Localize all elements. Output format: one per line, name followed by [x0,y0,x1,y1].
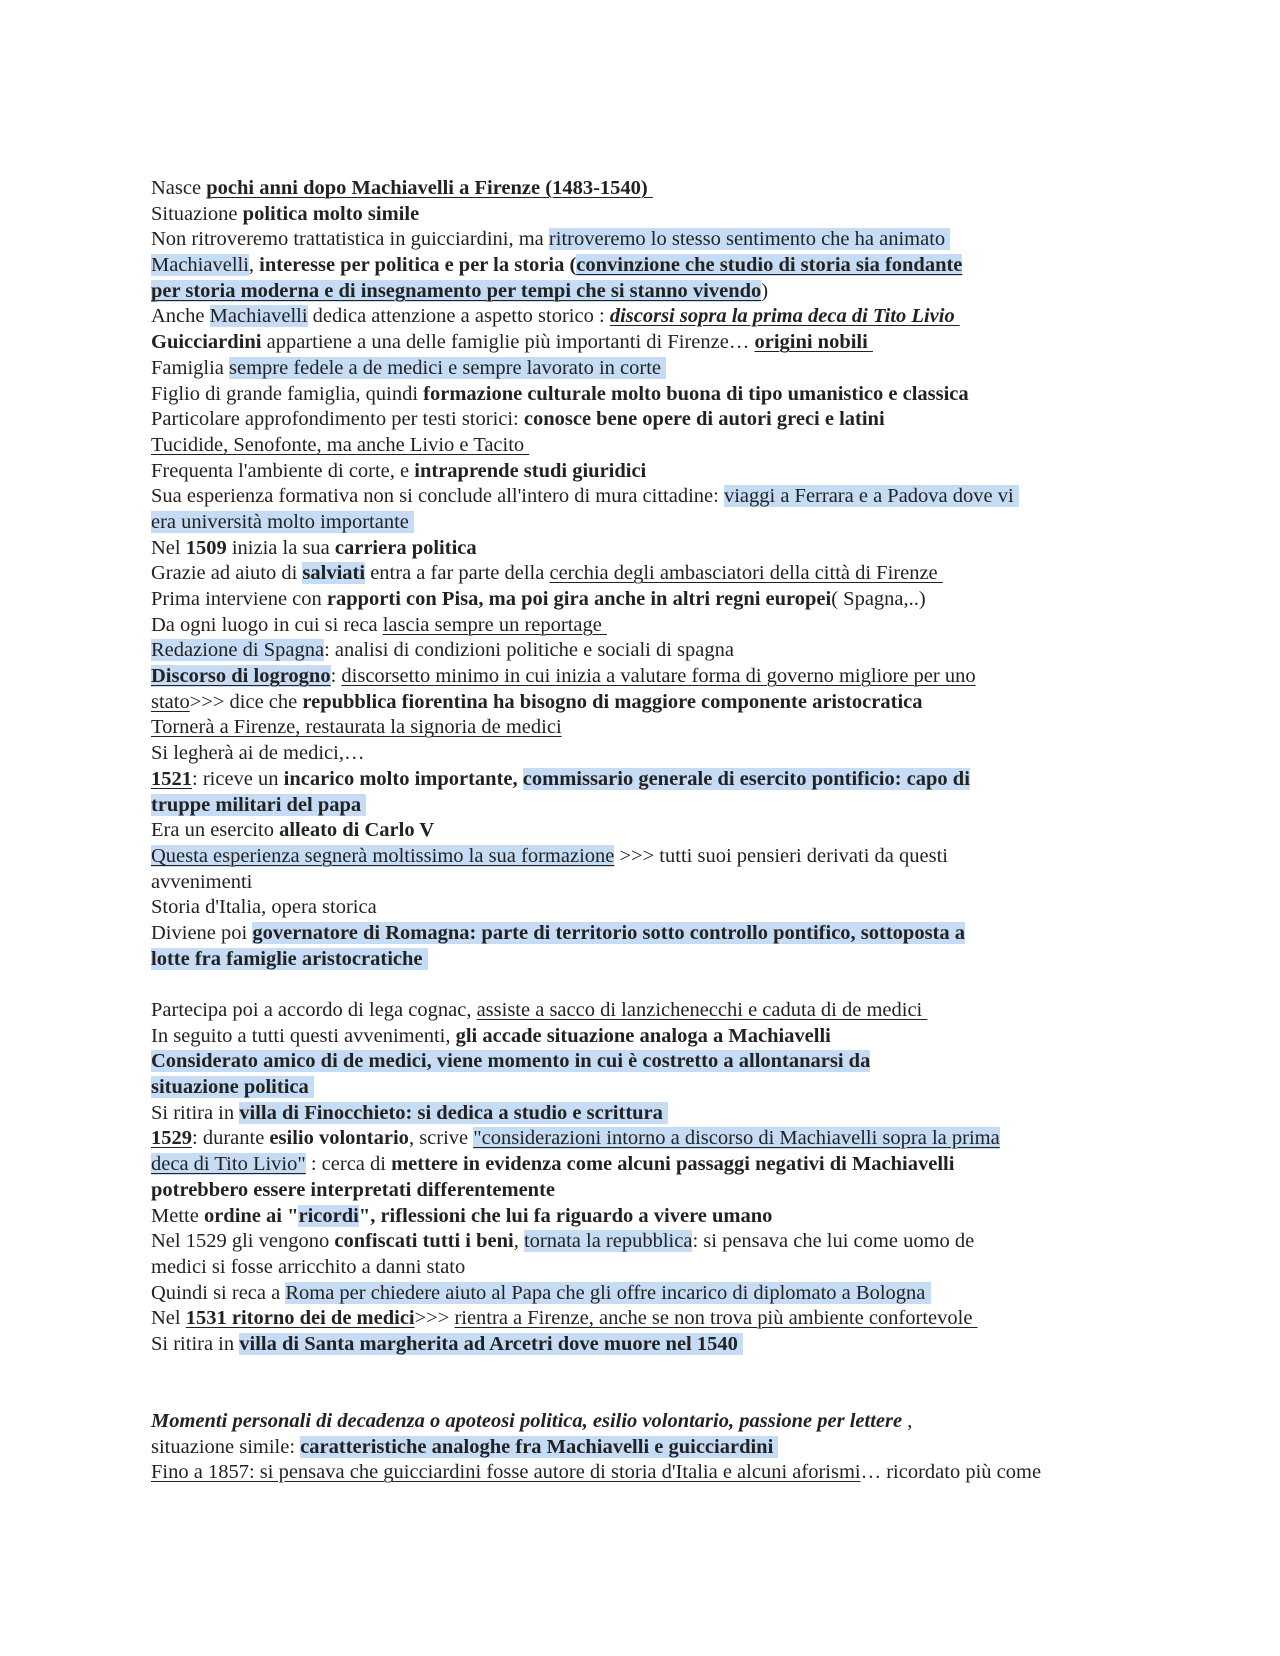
text-run: Era un esercito [151,819,280,842]
text-line [151,715,1131,741]
text-line [151,664,1131,690]
text-line [151,587,1131,613]
text-run: pochi anni dopo Machiavelli a Firenze (1483-1540) [206,177,653,199]
text-run: Nel [151,536,186,559]
text-line [151,870,1131,896]
text-run: alleato di Carlo V [279,819,435,842]
text-run: convinzione che studio di storia sia fondante [576,254,963,277]
text-line [151,561,1131,587]
text-run: : cerca di [305,1153,392,1176]
text-run: : durante [192,1127,270,1150]
text-run: stato [151,690,190,713]
text-run: … ricordato più come [860,1461,1042,1484]
text-run: commissario generale di esercito pontificio: capo di [522,767,970,790]
text-run: 1509 [185,536,227,559]
text-run: Nasce [151,177,207,199]
text-line [151,947,1131,973]
text-run: Discorso di logrogno [151,665,331,688]
text-line [151,638,1131,664]
text-run: Tucidide, Senofonte, ma anche Livio e Tacito [151,433,530,456]
text-line [151,613,1131,639]
text-line [151,998,1131,1024]
text-run: ( [564,254,577,277]
blank-line [151,1358,1131,1384]
text-run: villa di Santa margherita ad Arcetri dove muore nel 1540 [239,1332,743,1355]
text-run: era università molto importante [151,510,415,533]
text-line [151,1255,1131,1281]
text-run: formazione culturale molto buona di tipo umanistico e classica [423,382,969,405]
text-run: dedica attenzione a aspetto storico : [307,305,610,328]
text-run: confiscati tutti i beni [334,1230,514,1253]
text-run: Nel 1529 gli vengono [151,1230,335,1253]
text-line [151,202,1131,228]
text-line [151,1306,1131,1332]
text-run: viaggi a Ferrara e a Padova dove vi [723,485,1019,508]
text-run: avvenimenti [151,870,253,893]
text-run: , [513,1230,524,1253]
text-line [151,1178,1131,1204]
text-line [151,1204,1131,1230]
text-run: mettere in evidenza come alcuni passaggi negativi di Machiavelli [391,1153,955,1176]
text-run: : riceve un [192,767,284,790]
text-run: entra a far parte della [365,562,550,585]
text-run: sempre fedele a de medici e sempre lavorato in corte [229,356,667,379]
text-run: Sua esperienza formativa non si conclude all'intero di mura cittadine: [151,485,724,508]
text-run: Quindi si reca a [151,1281,286,1304]
text-run: politica molto simile [242,202,420,225]
text-run: 1521 [151,767,192,790]
text-run: esilio volontario [269,1127,409,1150]
text-run: Si ritira in [151,1101,240,1124]
text-line [151,1101,1131,1127]
text-run: >>> tutti suoi pensieri derivati da questi [614,844,948,867]
text-run: ", riflessioni che lui fa riguardo a vivere umano [358,1204,773,1227]
text-run: Grazie ad aiuto di [151,562,303,585]
text-run: deca di Tito Livio" [151,1153,306,1176]
text-run: inizia la sua [226,536,335,559]
text-line [151,1152,1131,1178]
text-run: Si legherà ai de medici,… [151,742,365,765]
text-run: Non ritroveremo trattatistica in guicciardini, ma [151,228,549,251]
text-run: rapporti con Pisa, ma poi gira anche in altri regni europei [326,588,832,610]
text-line [151,793,1131,819]
text-line [151,510,1131,536]
text-line [151,279,1131,305]
text-line [151,1126,1131,1152]
text-line [151,895,1131,921]
text-line [151,1281,1131,1307]
text-line [151,1229,1131,1255]
text-run: Frequenta l'ambiente di corte, e [151,459,415,482]
text-line [151,382,1131,408]
text-run: lotte fra famiglie aristocratiche [151,947,428,970]
text-run: interesse per politica e per la storia [259,254,565,277]
text-run: origini nobili [754,331,873,354]
text-line [151,844,1131,870]
text-line [151,459,1131,485]
text-run: gli accade situazione analoga a Machiavelli [455,1024,831,1047]
text-run: medici si fosse arricchito a danni stato [151,1255,466,1278]
text-line [151,1332,1131,1358]
text-run: Tornerà a Firenze, restaurata la signoria de medici [151,716,562,739]
text-line [151,921,1131,947]
text-run: rientra a Firenze, anche se non trova più ambiente confortevole [454,1307,978,1330]
text-run: Famiglia [151,356,230,379]
text-run: Roma per chiedere aiuto al Papa che gli offre incarico di diplomato a Bologna [285,1281,931,1304]
text-run: Storia d'Italia, opera storica [151,896,377,919]
text-run: Anche [151,305,210,328]
text-run: caratteristiche analoghe fra Machiavelli e guicciardini [300,1435,779,1458]
text-run: discorsetto minimo in cui inizia a valutare forma di governo migliore per uno [341,665,976,688]
text-run: Prima interviene con [151,588,327,610]
text-run: Mette [151,1204,204,1227]
text-run: ) [761,279,769,302]
text-run: Situazione [151,202,243,225]
text-run: intraprende studi giuridici [414,459,647,482]
text-run: incarico molto importante, [283,767,523,790]
text-run: situazione politica [151,1076,314,1099]
text-run: lascia sempre un reportage [382,613,607,636]
text-line [151,407,1131,433]
text-run: Figlio di grande famiglia, quindi [151,382,424,405]
text-run: In seguito a tutti questi avvenimenti, [151,1024,456,1047]
text-run: Da ogni luogo in cui si reca [151,613,383,636]
text-line [151,536,1131,562]
text-run: Machiavelli [209,305,308,328]
text-run: ritroveremo lo stesso sentimento che ha animato [548,228,951,251]
text-line [151,484,1131,510]
text-run: situazione simile: [151,1435,301,1458]
text-run: 1531 ritorno dei de medici [185,1307,415,1330]
blank-line [151,1383,1131,1409]
text-line [151,253,1131,279]
text-run: , [902,1410,913,1432]
text-run: , scrive [408,1127,474,1150]
text-run: Partecipa poi a accordo di lega cognac, [151,999,477,1021]
text-run: , [248,254,260,277]
text-run: 1529 [151,1127,192,1150]
text-line [151,176,1131,202]
text-run: Guicciardini [151,331,262,354]
text-run: salviati [302,562,366,585]
text-line [151,1075,1131,1101]
text-line [151,304,1131,330]
text-line [151,767,1131,793]
text-line [151,330,1131,356]
text-run: >>> dice che [189,690,303,713]
text-line [151,356,1131,382]
text-run: : analisi di condizioni politiche e sociali di spagna [324,639,734,662]
text-run: potrebbero essere interpretati differentemente [151,1178,555,1201]
text-run: Questa esperienza segnerà moltissimo la sua formazione [151,844,615,867]
text-run: appartiene a una delle famiglie più importanti di Firenze… [261,331,755,354]
text-run: ricordi [298,1204,359,1227]
text-line [151,741,1131,767]
text-run: discorsi sopra la prima deca di Tito Livio [609,305,960,328]
text-line [151,818,1131,844]
text-run: ordine ai " [203,1204,299,1227]
blank-line [151,972,1131,998]
text-run: repubblica fiorentina ha bisogno di maggiore componente aristocratica [302,690,923,713]
text-run: conosce bene opere di autori greci e latini [523,408,885,431]
text-run: "considerazioni intorno a discorso di Machiavelli sopra la prima [473,1127,1000,1150]
text-run: Si ritira in [151,1332,240,1355]
text-run: carriera politica [334,536,477,559]
text-run: governatore di Romagna: parte di territorio sotto controllo pontifico, sottoposta a [252,921,965,944]
text-run: Considerato amico di de medici, viene momento in cui è costretto a allontanarsi da [151,1050,871,1073]
text-run: Nel [151,1307,186,1330]
text-line [151,1460,1131,1486]
text-run: Momenti personali di decadenza o apoteosi politica, esilio volontario, passione per lettere [151,1410,903,1432]
text-run: >>> [414,1307,455,1330]
text-line [151,1024,1131,1050]
text-run: Machiavelli [151,254,249,277]
text-line [151,433,1131,459]
text-run: assiste a sacco di lanzichenecchi e caduta di de medici [476,999,928,1021]
text-run: tornata la repubblica [523,1230,693,1253]
text-run: Particolare approfondimento per testi storici: [151,408,524,431]
text-run: ( Spagna,..) [831,588,926,610]
text-line [151,1409,1131,1435]
text-run: Fino a 1857: si pensava che guicciardini fosse autore di storia d'Italia e alcuni aforismi [151,1461,861,1484]
text-line [151,227,1131,253]
text-run: truppe militari del papa [151,793,367,816]
document-page [151,176,1131,1486]
text-run: cerchia degli ambasciatori della città di Firenze [549,562,943,585]
text-run: per storia moderna e di insegnamento per tempi che si stanno vivendo [151,279,762,302]
text-run: Diviene poi [151,921,253,944]
text-run: : si pensava che lui come uomo de [692,1230,975,1253]
text-run: villa di Finocchieto: si dedica a studio e scrittura [239,1101,669,1124]
text-run: : [330,665,342,688]
text-line [151,1435,1131,1461]
text-run: Redazione di Spagna [151,639,325,662]
text-line [151,1049,1131,1075]
text-line [151,690,1131,716]
